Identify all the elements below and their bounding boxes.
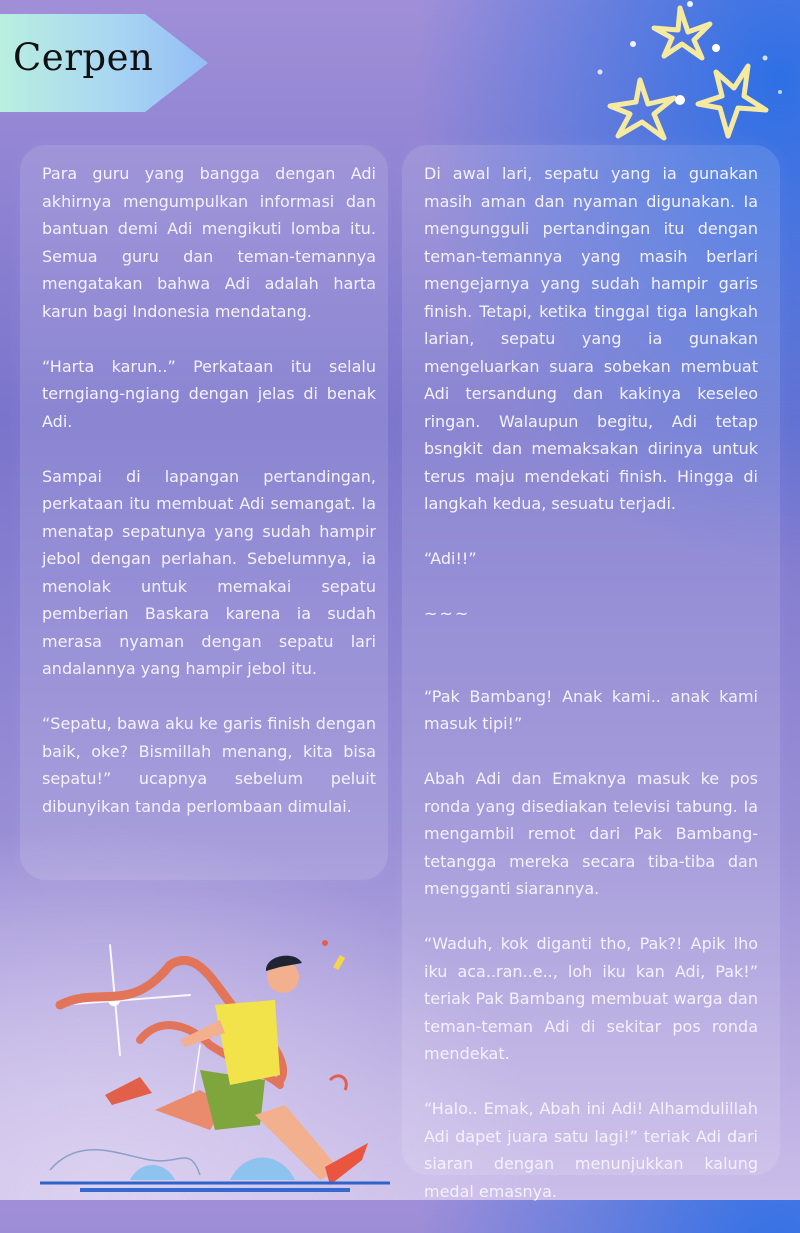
paragraph: “Halo.. Emak, Abah ini Adi! Alhamdulillah Adi dapet juara satu lagi!” teriak Adi dari siaran dengan menunjukkan kalung medal emasnya.	[424, 1099, 758, 1201]
scene-separator: ~~~	[424, 604, 471, 623]
paragraph: “Sepatu, bawa aku ke garis finish dengan baik, oke? Bismillah menang, kita bisa sepatu!” ucapnya sebelum peluit dibunyikan tanda perlombaan dimulai.	[42, 714, 376, 816]
dialogue-line: “Adi!!”	[424, 549, 477, 568]
story-column-left	[42, 160, 376, 848]
paragraph: “Waduh, kok diganti tho, Pak?! Apik lho iku aca..ran..e.., loh iku kan Adi, Pak!” teriak Pak Bambang membuat warga dan teman-teman Adi di sekitar pos ronda mendekat.	[424, 934, 758, 1063]
paragraph: Para guru yang bangga dengan Adi akhirnya mengumpulkan informasi dan bantuan demi Adi mengikuti lomba itu. Semua guru dan teman-temannya mengatakan bahwa Adi adalah harta karun bagi Indonesia mendatang.	[42, 164, 376, 321]
runner-illustration	[40, 905, 400, 1195]
story-column-right	[424, 160, 758, 1233]
dialogue-line: “Pak Bambang! Anak kami.. anak kami masuk tipi!”	[424, 686, 758, 733]
stars-icon	[560, 0, 800, 150]
page-title: Cerpen	[13, 36, 154, 79]
paragraph: “Harta karun..” Perkataan itu selalu terngiang-ngiang dengan jelas di benak Adi.	[42, 356, 376, 431]
paragraph: Abah Adi dan Emaknya masuk ke pos ronda yang disediakan televisi tabung. Ia mengambil remot dari Pak Bambang-tetangga mereka secara tiba-tiba dan mengganti siarannya.	[424, 769, 758, 898]
paragraph: Sampai di lapangan pertandingan, perkataan itu membuat Adi semangat. Ia menatap sepatunya yang sudah hampir jebol dengan perlahan. Sebelumnya, ia menolak untuk memakai sepatu pemberian Baskara karena ia sudah merasa nyaman dengan sepatu lari andalannya yang hampir jebol itu.	[42, 466, 376, 678]
paragraph: Di awal lari, sepatu yang ia gunakan masih aman dan nyaman digunakan. Ia mengungguli pertandingan itu dengan teman-temannya yang masih berlari mengejarnya yang sudah hampir garis finish. Tetapi, ketika tinggal tiga langkah larian, sepatu yang ia gunakan mengeluarkan suara sobekan membuat Adi tersandung dan kakinya keseleo ringan. Walaupun begitu, Adi tetap bsngkit dan memaksakan dirinya untuk terus maju mendekati finish. Hingga di langkah kedua, sesuatu terjadi.	[424, 164, 758, 513]
